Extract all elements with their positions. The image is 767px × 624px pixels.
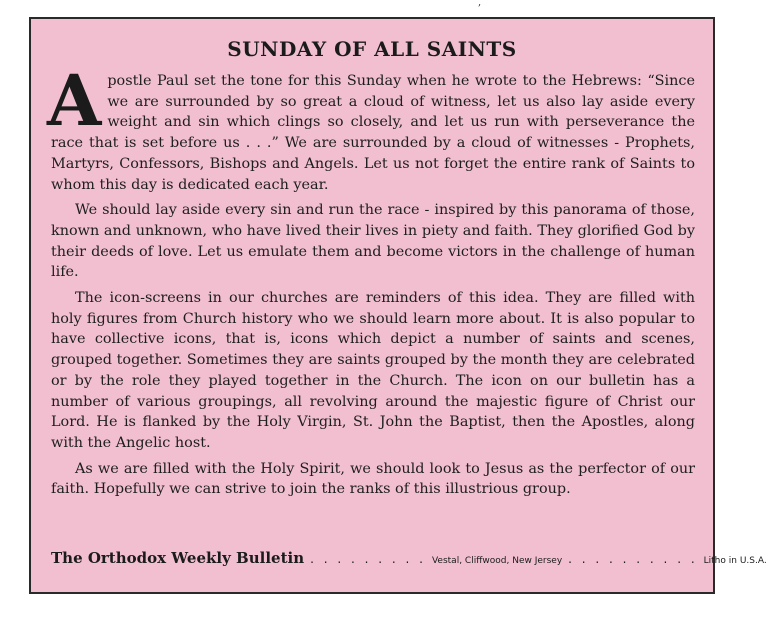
paragraph-3: The icon-screens in our churches are reminders of this idea. They are filled with holy figures from Church history who we should learn more about. It is also popular to have collective icons, that is, icons which depict a number of saints and scenes, grouped together. Sometimes they are saints grouped by the month they are celebrated or by the role they played together in the Church. The icon on our bulletin has a number of various groupings, all revolving around the majestic figure of Christ our Lord. He is flanked by the Holy Virgin, St. John the Baptist, then the Apostles, along with the Angelic host. <box>51 290 695 451</box>
publication-name: The Orthodox Weekly Bulletin <box>51 549 305 567</box>
bulletin-card <box>29 17 767 594</box>
paragraph-4: As we are filled with the Holy Spirit, we should look to Jesus as the perfector of our faith. Hopefully we can strive to join the ranks of this illustrious group. <box>51 460 695 498</box>
drop-cap-letter: A <box>47 59 102 142</box>
corner-mark: , <box>478 0 482 8</box>
paragraph-2: We should lay aside every sin and run the race - inspired by this panorama of those, known and unknown, who have lived their lives in piety and faith. They glorified God by their deeds of love. Let us emulate them and become victors in the challenge of human life. <box>51 202 695 281</box>
footer-leader-dots-1: . . . . . . . . . <box>310 552 426 566</box>
footer-litho: Litho in U.S.A. <box>703 556 767 566</box>
footer <box>51 549 767 567</box>
paragraph-1-text: postle Paul set the tone for this Sunday when he wrote to the Hebrews: “Since we are surrounded by so great a cloud of witness, let us also lay aside every weight and sin which clings so closely, and let us run with perseverance the race that is set before us . . .” We are surrounded by a cloud of witnesses - Prophets, Martyrs, Confessors, Bishops and Angels. Let us not forget the entire rank of Saints to whom this day is dedicated each year. <box>51 73 695 193</box>
paragraph-1 <box>47 59 695 195</box>
footer-location: Vestal, Cliffwood, New Jersey <box>431 556 563 566</box>
page-title: SUNDAY OF ALL SAINTS <box>227 37 517 61</box>
article-body <box>47 59 695 505</box>
footer-leader-dots-2: . . . . . . . . . . <box>568 552 698 566</box>
